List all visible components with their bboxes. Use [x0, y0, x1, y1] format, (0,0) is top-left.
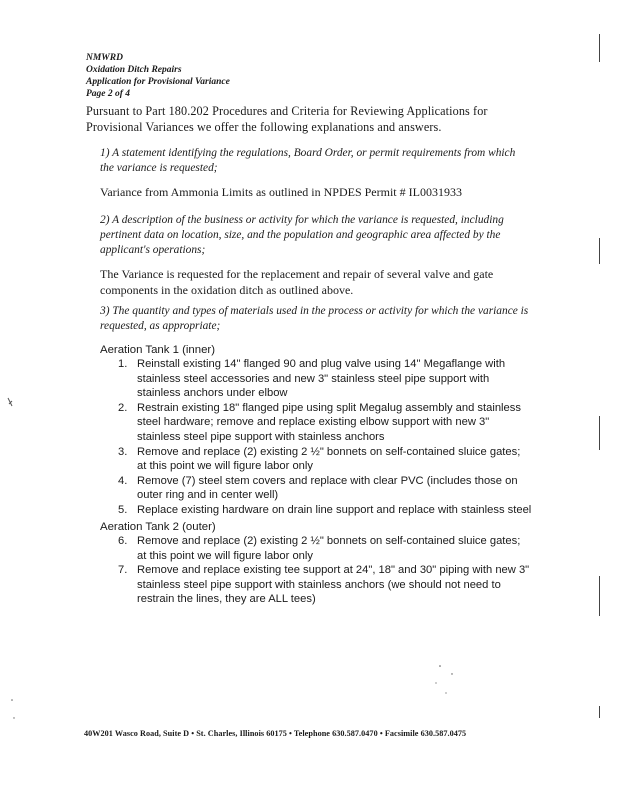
list-item-text: Remove and replace existing tee support at 24", 18" and 30" piping with new 3" stainless steel pipe support with stainless anchors (we should not need to restrain the lines, they are ALL tees): [137, 564, 530, 606]
list-item-number: 3.: [118, 445, 128, 458]
list-item-text: Restrain existing 18" flanged pipe using split Megalug assembly and stainless steel hardware; remove and replace existing elbow support with new 3" stainless steel pipe support with stainless anchors: [137, 401, 521, 443]
header-doc-type: Application for Provisional Variance: [86, 77, 230, 87]
answer-1: Variance from Ammonia Limits as outlined in NPDES Permit # IL0031933: [100, 185, 462, 199]
list-item-text: Reinstall existing 14" flanged 90 and plug valve using 14" Megaflange with stainless steel accessories and new 3" stainless steel pipe support with stainless anchors under elbow: [137, 358, 506, 400]
list-item-text: Replace existing hardware on drain line support and replace with stainless steel: [137, 503, 532, 516]
tank-1-title: Aeration Tank 1 (inner): [100, 344, 216, 356]
header-page-number: Page 2 of 4: [86, 89, 131, 99]
question-3: 3) The quantity and types of materials used in the process or activity for which the variance is requested, as appropriate;: [100, 305, 529, 332]
list-item-number: 2.: [118, 401, 128, 414]
header-project: Oxidation Ditch Repairs: [86, 65, 182, 75]
list-item-number: 1.: [118, 358, 128, 370]
list-item-text: Remove and replace (2) existing 2 ½" bonnets on self-contained sluice gates; at this point we will figure labor only: [137, 445, 521, 473]
list-item-text: Remove and replace (2) existing 2 ½" bonnets on self-contained sluice gates; at this point we will figure labor only: [137, 535, 521, 562]
header-org: NMWRD: [86, 53, 123, 63]
question-1: 1) A statement identifying the regulations, Board Order, or permit requirements from which the variance is requested;: [100, 147, 516, 174]
list-item-number: 7.: [118, 564, 128, 577]
list-item-number: 4.: [118, 474, 128, 487]
answer-2: The Variance is requested for the replacement and repair of several valve and gate components in the oxidation ditch as outlined above.: [100, 267, 494, 297]
tank-2-title: Aeration Tank 2 (outer): [100, 521, 216, 533]
list-item-text: Remove (7) steel stem covers and replace with clear PVC (includes those on outer ring and in center well): [137, 474, 518, 502]
intro-paragraph: Pursuant to Part 180.202 Procedures and Criteria for Reviewing Applications for Provisional Variances we offer the following explanations and answers.: [86, 104, 488, 134]
question-2: 2) A description of the business or activity for which the variance is requested, including pertinent data on location, size, and the population and geographic area affected by the applicant's operations;: [100, 214, 504, 256]
page-footer: 40W201 Wasco Road, Suite D • St. Charles, Illinois 60175 • Telephone 630.587.0470 • Facsimile 630.587.0475: [84, 729, 467, 738]
list-item-number: 5.: [118, 503, 128, 516]
list-item-number: 6.: [118, 535, 128, 547]
